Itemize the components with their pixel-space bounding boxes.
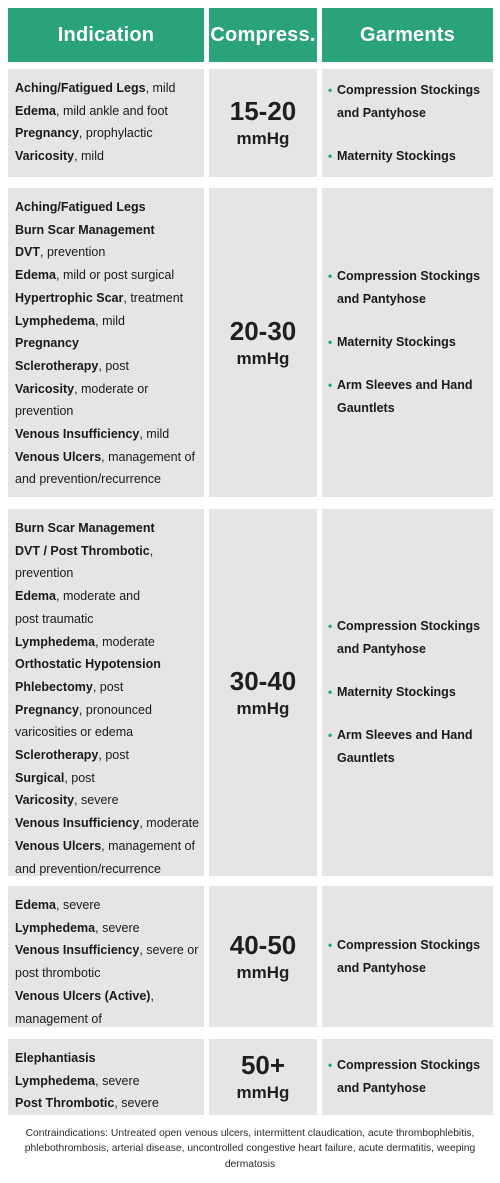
- indication-line: [15, 264, 204, 287]
- indication-qualifier: , mild or post surgical: [56, 268, 175, 283]
- garments-cell: [322, 509, 493, 876]
- compression-range: 50+: [240, 1050, 286, 1080]
- garment-text: [337, 1054, 480, 1100]
- garment-line: Compression Stockings: [337, 1058, 481, 1072]
- garment-text: [337, 681, 456, 704]
- compression-unit: mmHg: [236, 129, 290, 148]
- garment-text: [337, 374, 472, 420]
- indication-qualifier: management of: [15, 1011, 102, 1026]
- indication-qualifier: , pronounced: [78, 702, 152, 717]
- indication-qualifier: , moderate or: [74, 381, 149, 396]
- indication-qualifier: ,: [150, 988, 154, 1003]
- garment-line: Maternity Stockings: [337, 148, 456, 163]
- garment-item: [328, 374, 487, 420]
- indication-qualifier: prevention: [15, 404, 74, 419]
- header-indication: Indication: [8, 8, 204, 62]
- indication-qualifier: , severe: [56, 898, 101, 912]
- garment-item: [328, 724, 487, 770]
- garment-text: [337, 331, 456, 354]
- indication-qualifier: and prevention/recurrence: [15, 861, 161, 876]
- indication-line: [15, 1070, 204, 1093]
- garment-text: [337, 724, 472, 770]
- compression-unit: mmHg: [236, 1083, 290, 1102]
- garment-line: and Pantyhose: [337, 105, 426, 120]
- indication-term: Burn Scar Management: [15, 222, 155, 237]
- garment-item: [328, 79, 487, 125]
- indication-term: Varicosity: [15, 149, 75, 164]
- indication-term: Orthostatic Hypotension: [15, 657, 161, 672]
- garment-item: [328, 681, 487, 704]
- indication-line: [15, 540, 204, 563]
- indication-line: [15, 100, 204, 123]
- indication-term: Varicosity: [15, 793, 75, 808]
- indication-line: [15, 939, 204, 962]
- bullet-icon: •: [328, 335, 333, 349]
- indication-qualifier: , severe or: [139, 943, 199, 958]
- indication-term: Pregnancy: [15, 336, 79, 351]
- compression-range: 40-50: [229, 929, 297, 960]
- garment-line: Gauntlets: [337, 401, 395, 415]
- indication-cell: [8, 1039, 204, 1115]
- garment-line: Arm Sleeves and Hand: [337, 378, 473, 392]
- compression-unit: mmHg: [236, 698, 290, 718]
- indication-term: Edema: [15, 268, 56, 283]
- indication-term: Hypertrophic Scar: [15, 290, 124, 305]
- garment-line: and Pantyhose: [337, 292, 426, 306]
- indication-cell: [8, 69, 204, 177]
- indication-line: [15, 122, 204, 145]
- indication-line: [15, 653, 204, 676]
- indication-term: Post Thrombotic: [15, 1096, 115, 1111]
- indication-line: [15, 332, 204, 355]
- indication-line: [15, 196, 204, 219]
- indication-term: DVT / Post Thrombotic: [15, 543, 150, 558]
- indication-term: Venous Ulcers (Active): [15, 988, 151, 1003]
- indication-cell: [8, 886, 204, 1027]
- indication-qualifier: prevention: [15, 566, 74, 581]
- indication-line: [15, 1008, 204, 1031]
- compression-cell: [209, 509, 317, 876]
- indication-qualifier: , mild ankle and foot: [56, 103, 168, 118]
- contraindications-footnote: Contraindications: Untreated open venous ulcers, intermittent claudication, acute thrombophlebitis, phlebothrombosis, arterial disease, uncontrolled congestive heart failure, acute dermatitis, weeping dermatosis: [24, 1128, 476, 1170]
- indication-term: Lymphedema: [15, 634, 96, 649]
- garment-item: [328, 145, 487, 168]
- indication-line: [15, 77, 204, 100]
- indication-line: [15, 835, 204, 858]
- indication-line: [15, 985, 204, 1008]
- compression-cell: [209, 69, 317, 177]
- indication-qualifier: , prophylactic: [78, 126, 153, 141]
- indication-term: Venous Insufficiency: [15, 816, 140, 831]
- compression-cell: [209, 886, 317, 1027]
- indication-line: [15, 894, 204, 917]
- indication-qualifier: ,: [149, 543, 154, 558]
- indication-qualifier: , post: [92, 679, 124, 694]
- indication-line: [15, 767, 204, 790]
- indication-qualifier: , severe: [95, 1073, 140, 1088]
- indication-term: DVT: [15, 245, 40, 260]
- indication-qualifier: , treatment: [123, 290, 184, 305]
- indication-cell: [8, 188, 204, 497]
- garments-cell: [322, 886, 493, 1027]
- bullet-icon: •: [328, 82, 333, 97]
- indication-qualifier: , management of: [101, 838, 195, 853]
- garment-line: Maternity Stockings: [337, 335, 456, 349]
- garment-line: Arm Sleeves and Hand: [337, 728, 473, 742]
- indication-term: Pregnancy: [15, 126, 79, 141]
- garment-line: and Pantyhose: [337, 642, 426, 656]
- indication-line: [15, 812, 204, 835]
- compression-unit: mmHg: [236, 962, 290, 982]
- header-garments: Garments: [322, 8, 493, 62]
- garment-line: and Pantyhose: [337, 960, 426, 975]
- indication-term: Edema: [15, 898, 56, 912]
- indication-term: Burn Scar Management: [15, 521, 155, 535]
- indication-term: Aching/Fatigued Legs: [15, 81, 146, 95]
- indication-term: Pregnancy: [15, 702, 79, 717]
- indication-qualifier: , mild: [139, 427, 170, 442]
- garments-cell: [322, 69, 493, 177]
- indication-line: [15, 631, 204, 654]
- indication-term: Edema: [15, 589, 56, 604]
- bullet-icon: •: [328, 619, 333, 633]
- compression-range: 20-30: [229, 315, 297, 346]
- indication-line: [15, 858, 204, 881]
- indication-line: [15, 517, 204, 540]
- indication-qualifier: , mild: [145, 81, 176, 95]
- bullet-icon: •: [328, 269, 333, 283]
- bullet-icon: •: [328, 1058, 333, 1072]
- garment-text: [337, 934, 480, 980]
- indication-qualifier: post traumatic: [15, 611, 94, 626]
- garment-item: [328, 331, 487, 354]
- indication-qualifier: , prevention: [40, 245, 106, 260]
- indication-line: [15, 1092, 204, 1115]
- indication-term: Sclerotherapy: [15, 748, 99, 763]
- indication-term: Elephantiasis: [15, 1051, 96, 1065]
- indication-qualifier: , severe: [95, 920, 140, 935]
- compression-cell: [209, 1039, 317, 1115]
- indication-qualifier: , management of: [101, 449, 195, 464]
- compression-range: 30-40: [229, 665, 297, 696]
- compression-unit: mmHg: [236, 348, 290, 368]
- indication-line: [15, 287, 204, 310]
- garment-line: Maternity Stockings: [337, 685, 456, 699]
- indication-term: Venous Ulcers: [15, 449, 102, 464]
- indication-line: [15, 962, 204, 985]
- indication-term: Lymphedema: [15, 1073, 96, 1088]
- indication-term: Lymphedema: [15, 920, 96, 935]
- indication-qualifier: varicosities or edema: [15, 725, 134, 740]
- header-compression: Compress.: [209, 8, 317, 62]
- indication-line: [15, 562, 204, 585]
- garment-item: [328, 1054, 487, 1100]
- indication-qualifier: , severe: [74, 793, 119, 808]
- indication-line: [15, 468, 204, 491]
- indication-qualifier: , moderate and: [56, 589, 141, 604]
- indication-line: [15, 219, 204, 242]
- indication-term: Lymphedema: [15, 313, 96, 328]
- indication-term: Edema: [15, 103, 56, 118]
- indication-cell: [8, 509, 204, 876]
- compression-cell: [209, 188, 317, 497]
- indication-term: Aching/Fatigued Legs: [15, 200, 146, 214]
- indication-line: [15, 378, 204, 401]
- indication-line: [15, 355, 204, 378]
- indication-qualifier: , post: [98, 358, 129, 373]
- garment-line: Compression Stockings: [337, 937, 481, 952]
- indication-line: [15, 721, 204, 744]
- indication-term: Varicosity: [15, 381, 75, 396]
- indication-term: Venous Ulcers: [15, 838, 102, 853]
- indication-qualifier: , severe: [114, 1096, 159, 1111]
- indication-qualifier: , mild: [95, 313, 125, 328]
- indication-term: Phlebectomy: [15, 679, 93, 694]
- garment-item: [328, 934, 487, 980]
- garments-cell: [322, 1039, 493, 1115]
- indication-line: [15, 744, 204, 767]
- garment-item: [328, 265, 487, 311]
- garment-line: and Pantyhose: [337, 1081, 426, 1095]
- indication-line: [15, 1047, 204, 1070]
- indication-line: [15, 608, 204, 631]
- indication-line: [15, 789, 204, 812]
- garment-line: Compression Stockings: [337, 269, 481, 283]
- garment-line: Compression Stockings: [337, 619, 481, 633]
- indication-qualifier: , moderate: [95, 634, 155, 649]
- indication-line: [15, 400, 204, 423]
- indication-line: [15, 917, 204, 940]
- indication-term: Sclerotherapy: [15, 358, 99, 373]
- garment-item: [328, 615, 487, 661]
- garment-text: [337, 265, 480, 311]
- indication-qualifier: , post: [64, 770, 95, 785]
- indication-qualifier: post thrombotic: [15, 966, 101, 981]
- indication-qualifier: and prevention/recurrence: [15, 472, 161, 487]
- indication-line: [15, 423, 204, 446]
- indication-line: [15, 676, 204, 699]
- bullet-icon: •: [328, 148, 333, 163]
- indication-line: [15, 145, 204, 168]
- garment-text: [337, 79, 480, 125]
- indication-line: [15, 310, 204, 333]
- indication-term: Surgical: [15, 770, 65, 785]
- indication-term: Venous Insufficiency: [15, 427, 140, 442]
- bullet-icon: •: [328, 378, 333, 392]
- indication-term: Venous Insufficiency: [15, 943, 140, 958]
- indication-line: [15, 446, 204, 469]
- indication-line: [15, 699, 204, 722]
- garments-cell: [322, 188, 493, 497]
- bullet-icon: •: [328, 685, 333, 699]
- garment-line: Gauntlets: [337, 751, 395, 765]
- compression-range: 15-20: [229, 96, 297, 126]
- garment-line: Compression Stockings: [337, 82, 481, 97]
- indication-qualifier: , moderate: [139, 816, 200, 831]
- indication-qualifier: , post: [98, 748, 129, 763]
- indication-line: [15, 585, 204, 608]
- bullet-icon: •: [328, 937, 333, 952]
- indication-line: [15, 241, 204, 264]
- bullet-icon: •: [328, 728, 333, 742]
- indication-qualifier: , mild: [74, 149, 104, 164]
- garment-text: [337, 145, 456, 168]
- garment-text: [337, 615, 480, 661]
